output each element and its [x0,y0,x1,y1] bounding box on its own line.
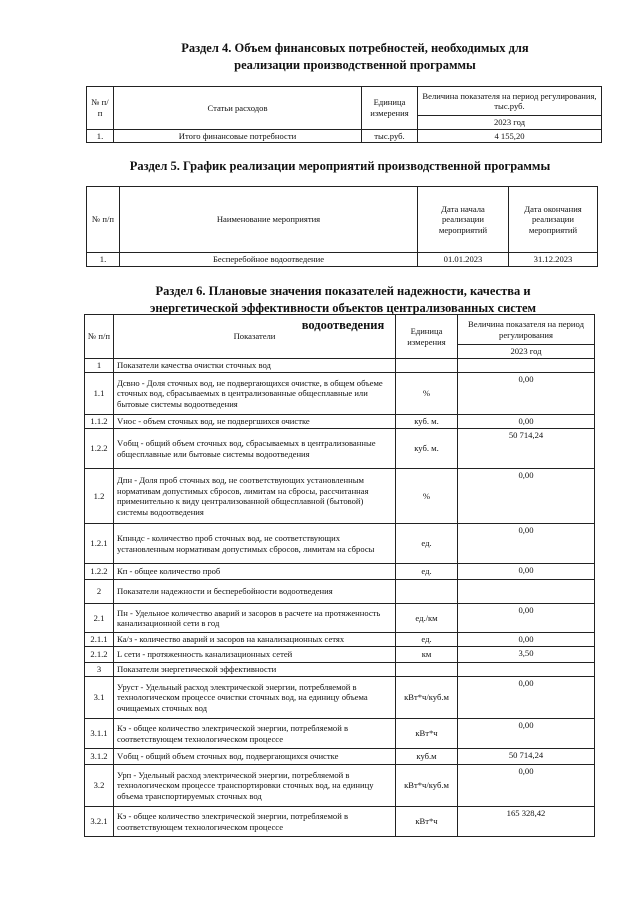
s6-row-value: 0,00 [458,524,595,564]
s6-row-num: 3.1 [85,677,114,719]
s6-table-row [85,580,595,604]
s6-table-row [85,373,595,415]
s6-row-indicator: Кпнндс - количество проб сточных вод, не соответствующих установленным нормативам допустимых сбросов, лимитам на сбросы [114,524,396,564]
s6-row-unit: ед. [396,564,458,580]
s4-row-num: 1. [87,129,114,143]
s6-row-unit [396,663,458,677]
s6-row-unit [396,580,458,604]
s6-row-unit: кВт*ч [396,719,458,749]
s6-row-indicator: Показатели надежности и бесперебойности водоотведения [114,580,396,604]
s6-row-unit: куб. м. [396,429,458,469]
s6-row-unit: кВт*ч/куб.м [396,677,458,719]
s6-row-indicator: L сети - протяженность канализационных сетей [114,647,396,663]
s6-row-indicator: Пн - Удельное количество аварий и засоров в расчете на протяженность канализационной сети в год [114,604,396,633]
s6-row-unit: ед. [396,524,458,564]
section5-table [86,186,598,267]
s5-row-name: Бесперебойное водоотведение [120,253,418,267]
section6-title: Раздел 6. Плановые значения показателей надежности, качества и энергетической эффективности объектов централизованных систем водоотведения [149,284,537,332]
s6-header-num: № п/п [85,315,114,359]
s6-row-unit: кВт*ч/куб.м [396,765,458,807]
s6-table-row [85,677,595,719]
s6-row-num: 1.2 [85,469,114,524]
s6-row-unit: % [396,469,458,524]
s6-row-value: 0,00 [458,633,595,647]
s6-table-row [85,719,595,749]
s6-row-indicator: Кп - общее количество проб [114,564,396,580]
s4-header-year: 2023 год [418,116,602,130]
s6-row-num: 1.1 [85,373,114,415]
s6-table-row [85,524,595,564]
s6-row-num: 3.2.1 [85,807,114,837]
s5-row-start: 01.01.2023 [418,253,509,267]
s6-row-value: 50 714,24 [458,429,595,469]
s6-row-num: 2.1 [85,604,114,633]
s6-row-value: 0,00 [458,415,595,429]
s6-row-indicator: Уруст - Удельный расход электрической энергии, потребляемой в технологическом процессе очистки сточных вод, на единицу объема очищаемых сточных вод [114,677,396,719]
s5-header-num: № п/п [87,187,120,253]
s6-row-unit: кВт*ч [396,807,458,837]
s4-header-unit: Единица измерения [362,87,418,130]
s6-header-year: 2023 год [458,345,595,359]
s6-row-indicator: Урп - Удельный расход электрической энергии, потребляемой в технологическом процессе транспортировки сточных вод, на единицу объема транспортируемых сточных вод [114,765,396,807]
s5-row-num: 1. [87,253,120,267]
s6-row-num: 2.1.2 [85,647,114,663]
s6-row-unit: ед. [396,633,458,647]
s6-row-indicator: Кэ - общее количество электрической энергии, потребляемой в соответствующем технологическом процессе [114,807,396,837]
s4-row-value: 4 155,20 [418,129,602,143]
section5-title: Раздел 5. График реализации мероприятий производственной программы [129,159,551,173]
s6-row-num: 1.2.2 [85,429,114,469]
s5-header-start: Дата начала реализации мероприятий [418,187,509,253]
s6-row-indicator: Кэ - общее количество электрической энергии, потребляемой в соответствующем технологическом процессе [114,719,396,749]
s5-header-end: Дата окончания реализации мероприятий [509,187,598,253]
s6-row-value: 0,00 [458,373,595,415]
section4-title: Раздел 4. Объем финансовых потребностей, необходимых для реализации производственной программы [181,41,529,72]
s6-table-row [85,749,595,765]
s6-table-row [85,415,595,429]
s4-header-value: Величина показателя на период регулирования, тыс.руб. [418,87,602,116]
s6-row-indicator: Ка/з - количество аварий и засоров на канализационных сетях [114,633,396,647]
s4-header-item: Статьи расходов [114,87,362,130]
s6-row-indicator: Показатели энергетической эффективности [114,663,396,677]
s6-row-num: 3 [85,663,114,677]
s6-row-value: 0,00 [458,765,595,807]
s6-row-num: 2.1.1 [85,633,114,647]
s6-row-unit: км [396,647,458,663]
s6-row-value [458,580,595,604]
s4-row-unit: тыс.руб. [362,129,418,143]
s6-table-row [85,647,595,663]
s6-row-num: 1.1.2 [85,415,114,429]
s6-row-value: 0,00 [458,604,595,633]
section6-table [84,314,595,837]
s6-table-row [85,633,595,647]
s6-header-value: Величина показателя на период регулирования [458,315,595,345]
s6-row-indicator: Vобщ - общий объем сточных вод, сбрасываемых в централизованные общесплавные или бытовые системы водоотведения [114,429,396,469]
s6-row-num: 1.2.2 [85,564,114,580]
s6-row-num: 3.2 [85,765,114,807]
s6-row-num: 1.2.1 [85,524,114,564]
s4-row-item: Итого финансовые потребности [114,129,362,143]
s6-row-unit: куб. м. [396,415,458,429]
s6-header-unit: Единица измерения [396,315,458,359]
s6-header-indicator: Показатели [114,315,396,359]
s5-row-end: 31.12.2023 [509,253,598,267]
s6-row-value: 50 714,24 [458,749,595,765]
s6-table-row [85,604,595,633]
s6-row-num: 1 [85,359,114,373]
s6-table-row [85,564,595,580]
s6-row-value: 3,50 [458,647,595,663]
s6-row-indicator: Vнос - объем сточных вод, не подвергшихся очистке [114,415,396,429]
s6-table-row [85,429,595,469]
s6-table-row [85,765,595,807]
s6-table-row [85,469,595,524]
s6-row-value: 0,00 [458,564,595,580]
s6-table-row [85,359,595,373]
s6-row-unit: % [396,373,458,415]
s6-table-row [85,807,595,837]
s6-row-indicator: Vобщ - общий объем сточных вод, подвергающихся очистке [114,749,396,765]
s6-row-num: 3.1.2 [85,749,114,765]
s6-row-value [458,663,595,677]
s6-row-value [458,359,595,373]
s6-row-num: 3.1.1 [85,719,114,749]
s4-header-num: № п/п [87,87,114,130]
section4-table [86,86,602,143]
s6-row-unit: куб.м [396,749,458,765]
s6-row-unit [396,359,458,373]
s5-header-name: Наименование мероприятия [120,187,418,253]
s6-row-value: 0,00 [458,469,595,524]
s6-row-value: 165 328,42 [458,807,595,837]
s6-row-num: 2 [85,580,114,604]
s6-row-value: 0,00 [458,677,595,719]
s6-row-indicator: Показатели качества очистки сточных вод [114,359,396,373]
s6-table-row [85,663,595,677]
s6-row-indicator: Дпн - Доля проб сточных вод, не соответствующих установленным нормативам допустимых сбросов, лимитам на сбросы, рассчитанная применительно к виду централизованной общесплавной (бытовой) системы водоотведения [114,469,396,524]
s6-row-unit: ед./км [396,604,458,633]
s6-row-value: 0,00 [458,719,595,749]
s6-row-indicator: Дсвно - Доля сточных вод, не подвергающихся очистке, в общем объеме сточных вод, сбрасываемых в централизованные общесплавные или бытовые системы водоотведения [114,373,396,415]
